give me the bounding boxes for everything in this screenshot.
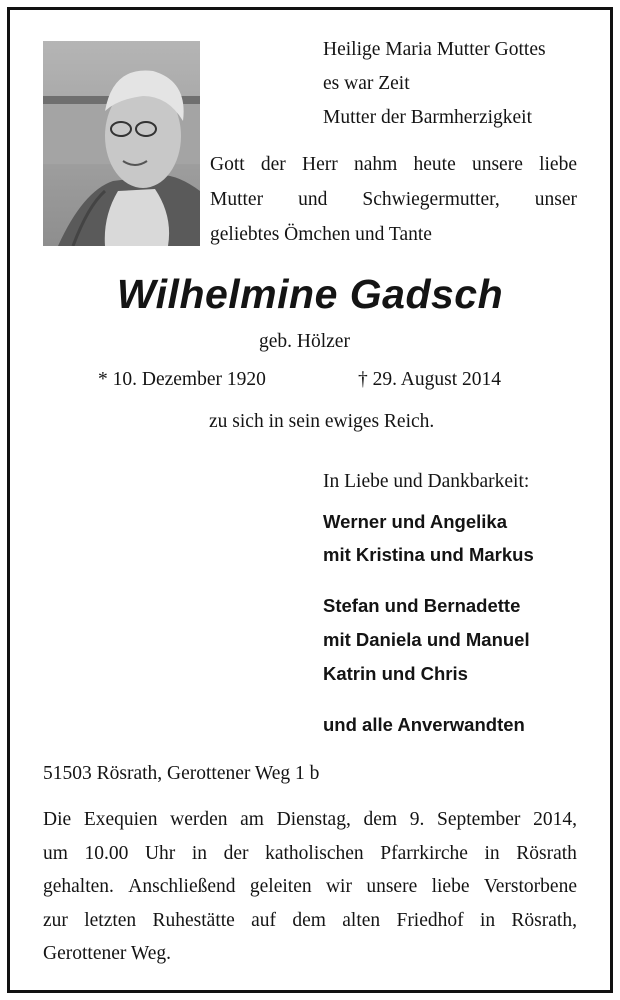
address: 51503 Rösrath, Gerottener Weg 1 b xyxy=(43,763,320,784)
word: Rösrath xyxy=(516,842,577,864)
service-line-5: Gerottener Weg. xyxy=(43,943,172,964)
word: Mutter xyxy=(210,189,264,210)
verse-line: es war Zeit xyxy=(323,73,410,94)
mourner-line: und alle Anverwandten xyxy=(323,714,525,735)
word: Anschließend xyxy=(128,876,236,897)
word: Uhr xyxy=(144,842,176,864)
verse-line: Mutter der Barmherzigkeit xyxy=(323,107,533,128)
deceased-name: Wilhelmine Gadsch xyxy=(116,271,504,317)
service-paragraph xyxy=(43,803,577,971)
service-line-4 xyxy=(43,904,577,938)
word: dem xyxy=(363,809,398,830)
intro-line-1 xyxy=(210,155,577,175)
intro-line-3: geliebtes Ömchen und Tante xyxy=(210,224,432,245)
word: gehalten. xyxy=(43,876,114,897)
service-line-1 xyxy=(43,803,577,837)
word: Herr xyxy=(302,154,338,175)
word: liebe xyxy=(539,154,577,175)
service-line-3 xyxy=(43,870,577,904)
word: in xyxy=(479,909,496,931)
mourner-line: Katrin und Chris xyxy=(323,663,468,684)
verse-line: Heilige Maria Mutter Gottes xyxy=(323,39,546,60)
word: nahm xyxy=(353,154,398,175)
word: alten xyxy=(342,909,381,931)
intro-line-2 xyxy=(210,190,577,210)
word: Die xyxy=(43,809,72,830)
word: Schwiegermutter, xyxy=(362,189,500,210)
death-date: † 29. August 2014 xyxy=(358,369,502,390)
word: auf xyxy=(251,909,277,931)
service-line-2 xyxy=(43,837,577,871)
word: Gott xyxy=(210,154,245,175)
word: Exequien xyxy=(83,809,158,830)
mourners-intro: In Liebe und Dankbarkeit: xyxy=(323,471,530,492)
word: wir xyxy=(325,876,352,897)
word: Rösrath, xyxy=(511,909,577,931)
word: Friedhof xyxy=(396,909,464,931)
closing-line: zu sich in sein ewiges Reich. xyxy=(209,411,435,432)
word: 2014, xyxy=(533,809,577,830)
word: letzten xyxy=(84,909,137,931)
word: Verstorbene xyxy=(483,876,577,897)
word: 10.00 xyxy=(84,842,129,864)
mourner-line: mit Kristina und Markus xyxy=(323,544,534,565)
word: Dienstag, xyxy=(276,809,351,830)
word: liebe xyxy=(431,876,470,897)
word: der xyxy=(223,842,249,864)
word: zur xyxy=(43,909,68,931)
word: in xyxy=(191,842,208,864)
word: und xyxy=(298,189,328,210)
mourner-line: Werner und Angelika xyxy=(323,511,508,532)
word: Pfarrkirche xyxy=(380,842,468,864)
word: werden xyxy=(170,809,228,830)
word: um xyxy=(43,842,68,864)
word: in xyxy=(484,842,500,864)
word: unser xyxy=(534,189,577,210)
portrait-photo xyxy=(43,41,200,246)
word: unsere xyxy=(471,154,523,175)
mourner-line: Stefan und Bernadette xyxy=(323,595,521,616)
word: Ruhestätte xyxy=(152,909,235,931)
birth-date: * 10. Dezember 1920 xyxy=(98,369,266,390)
portrait-photo-image xyxy=(43,41,200,246)
word: katholischen xyxy=(265,842,364,864)
word: dem xyxy=(292,909,326,931)
word: am xyxy=(240,809,264,830)
word: unsere xyxy=(366,876,418,897)
word: der xyxy=(260,154,286,175)
maiden-name: geb. Hölzer xyxy=(259,331,350,352)
word: September xyxy=(437,809,521,830)
mourner-line: mit Daniela und Manuel xyxy=(323,629,530,650)
word: 9. xyxy=(409,809,425,830)
word: geleiten xyxy=(249,876,312,897)
word: heute xyxy=(413,154,456,175)
